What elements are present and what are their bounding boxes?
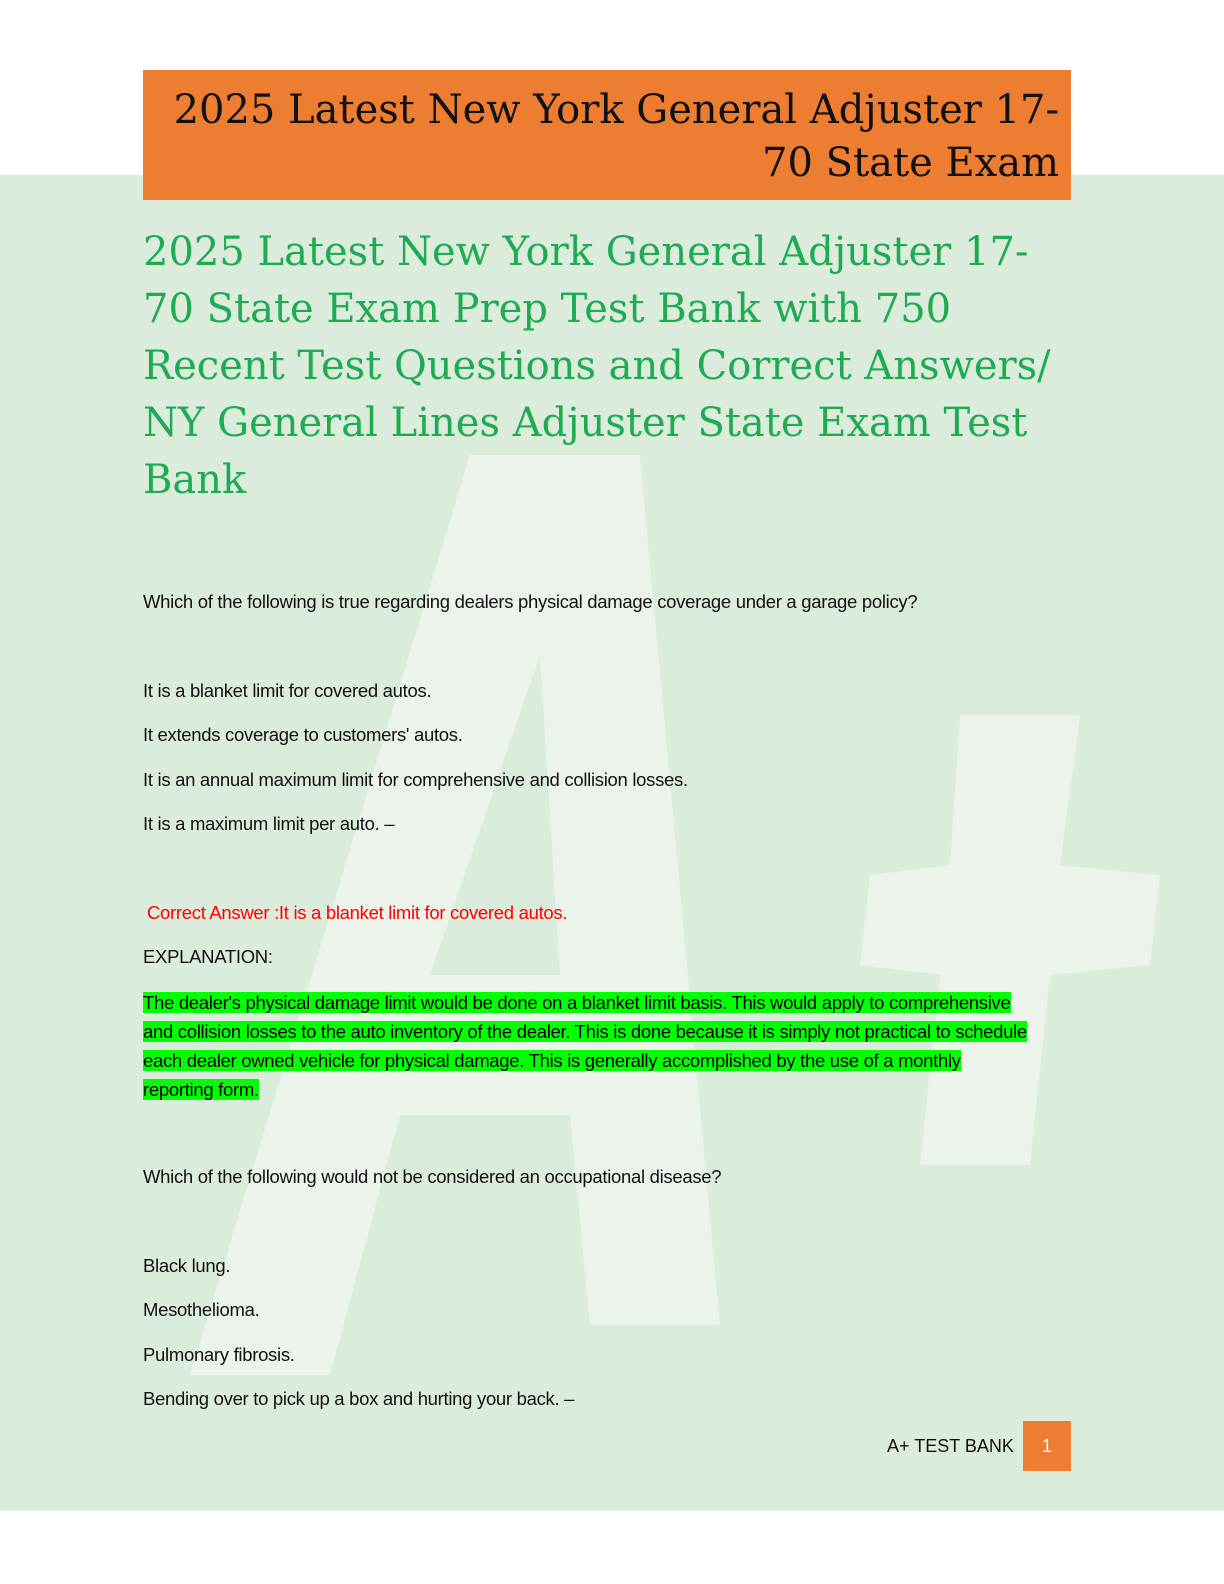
option-1c: It is an annual maximum limit for comprehensive and collision losses. [143,769,688,790]
document-subtitle: 2025 Latest New York General Adjuster 17-70 State Exam Prep Test Bank with 750 Recent Test Questions and Correct Answers/ NY General Lines Adjuster State Exam Test Bank [143,229,1051,503]
option-2c: Pulmonary fibrosis. [143,1344,295,1365]
explanation-label-1: EXPLANATION: [143,946,273,967]
explanation-text: The dealer's physical damage limit would be done on a blanket limit basis. This would apply to comprehensive and collision losses to the auto inventory of the dealer. This is done because it is simply not practical to schedule each dealer owned vehicle for physical damage. This is generally accomplished by the use of a monthly reporting form. [143,992,1027,1100]
header-title: 2025 Latest New York General Adjuster 17-70 State Exam [173,87,1059,186]
option-2d: Bending over to pick up a box and hurting your back. – [143,1388,575,1409]
header-banner [143,70,1071,200]
option-2b: Mesothelioma. [143,1299,260,1320]
footer-label: A+ TEST BANK [887,1436,1014,1456]
option-2a: Black lung. [143,1255,231,1276]
option-1a: It is a blanket limit for covered autos. [143,680,432,701]
option-1b: It extends coverage to customers' autos. [143,724,463,745]
correct-answer-1: Correct Answer :It is a blanket limit for covered autos. [147,902,568,923]
question-1: Which of the following is true regarding dealers physical damage coverage under a garage policy? [143,591,918,612]
page-number: 1 [1023,1421,1071,1471]
question-2: Which of the following would not be considered an occupational disease? [143,1166,722,1187]
option-1d: It is a maximum limit per auto. – [143,813,395,834]
explanation-1 [143,988,1033,1104]
